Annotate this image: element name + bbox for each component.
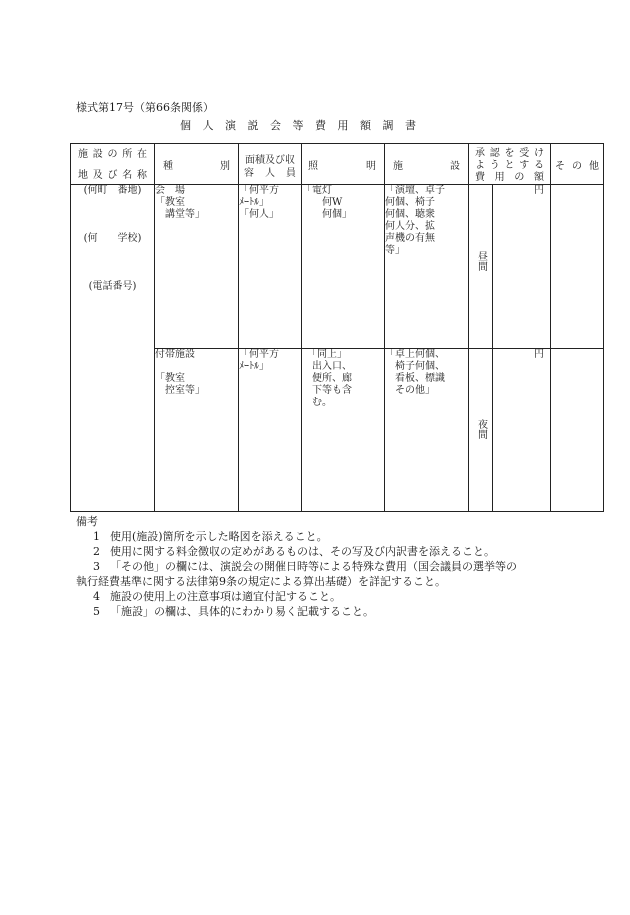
row2-other [551, 349, 604, 512]
cell-line [155, 361, 238, 373]
cell-line: 「何平方 [239, 185, 279, 196]
note-item [76, 589, 517, 604]
note-text: 施設の使用上の注意事項は適宜付記すること。 [110, 590, 341, 603]
note-item [76, 544, 517, 559]
cell-line: 下等も含 [302, 385, 352, 396]
note-text: 執行経費基準に関する法律第9条の規定による算出基礎）を詳記すること。 [76, 575, 446, 588]
header-location [71, 144, 155, 185]
cell-line: 出入口、 [302, 361, 352, 372]
note-item [76, 574, 517, 589]
header-char: そ [555, 161, 565, 172]
row2-lighting [302, 349, 385, 512]
header-char: 容 [244, 168, 254, 179]
cell-line: 付帯施設 [155, 349, 195, 360]
header-char: と [504, 160, 515, 171]
header-char: け [534, 148, 544, 159]
location-school: (何 学校) [83, 233, 142, 244]
header-char: う [489, 160, 500, 171]
header-char: 認 [489, 148, 500, 159]
header-char: の [572, 161, 582, 172]
row2-cost [493, 349, 551, 512]
cell-line: 「演壇、卓子 [385, 185, 445, 196]
row2-yen: 円 [534, 349, 544, 360]
header-char: 額 [533, 172, 544, 183]
expense-table [70, 143, 604, 512]
cell-line: 何W [302, 197, 343, 208]
row1-other [551, 185, 604, 349]
cell-line: 椅子何個、 [385, 361, 445, 372]
cell-line: 「教室 [155, 197, 185, 208]
cell-line: 「卓上何個、 [385, 349, 445, 360]
location-address: (何町 番地) [83, 185, 142, 196]
cell-line: 看板、標識 [385, 373, 445, 384]
header-area-line2 [244, 168, 296, 180]
header-char: の [107, 149, 118, 160]
cell-line: その他」 [385, 385, 435, 396]
cell-line: 「何人」 [239, 209, 279, 220]
header-char: 照 [308, 161, 318, 172]
header-char: 人 [265, 168, 275, 179]
cell-line: 「電灯 [302, 185, 332, 196]
header-char: の [514, 172, 525, 183]
notes-list [76, 529, 517, 619]
cell-line: 何個」 [302, 209, 352, 220]
header-char: 種 [163, 161, 173, 172]
header-char: 用 [494, 172, 505, 183]
header-char: す [519, 160, 530, 171]
header-char: 別 [220, 161, 230, 172]
row1-cost [493, 185, 551, 349]
table-row [71, 185, 604, 349]
row1-type [155, 185, 239, 349]
header-char: 在 [137, 149, 147, 160]
row1-facility [385, 185, 469, 349]
note-number: 5 [93, 605, 100, 618]
header-char: 他 [589, 161, 599, 172]
header-area-line1: 面積及び収 [245, 155, 295, 166]
notes-title: 備考 [76, 515, 98, 528]
header-char: 所 [122, 149, 133, 160]
cell-line: 何個、聴衆 [385, 209, 435, 220]
header-location-line2 [78, 170, 147, 182]
header-facility [385, 144, 469, 185]
row2-facility [385, 349, 469, 512]
header-char: 設 [92, 149, 103, 160]
header-char: 承 [475, 148, 485, 159]
cell-line: 「同上」 [302, 349, 347, 360]
header-lighting [302, 144, 385, 185]
note-text: 使用(施設)箇所を示した略図を添えること。 [110, 530, 328, 543]
header-location-line1 [78, 149, 147, 161]
row2-type [155, 349, 239, 512]
table-header-row [71, 144, 604, 185]
header-char: 費 [475, 172, 485, 183]
header-char: 明 [366, 161, 376, 172]
cell-line: ﾒｰﾄﾙ」 [239, 361, 269, 372]
cell-line: 何個、椅子 [385, 197, 435, 208]
header-type [155, 144, 239, 185]
document-title: 個人演説会等費用額調書 [180, 119, 428, 132]
header-area [239, 144, 302, 185]
header-char: 施 [78, 149, 88, 160]
header-char: び [107, 170, 118, 181]
row1-lighting [302, 185, 385, 349]
notes-section [76, 514, 517, 619]
header-char: 称 [137, 170, 147, 181]
cell-line: 「何平方 [239, 349, 279, 360]
header-char: 設 [450, 161, 460, 172]
row1-area [239, 185, 302, 349]
note-number: 2 [93, 545, 100, 558]
header-char: 地 [78, 170, 88, 181]
row1-yen: 円 [534, 185, 544, 196]
cell-line: 会 場 [155, 185, 185, 196]
header-char: を [504, 148, 515, 159]
header-other [551, 144, 604, 185]
location-phone: (電話番号) [88, 281, 137, 292]
note-item [76, 559, 517, 574]
header-char: 受 [519, 148, 530, 159]
row2-time: 夜間 [469, 349, 493, 512]
header-char: 員 [286, 168, 296, 179]
cell-line: 控室等」 [155, 385, 205, 396]
location-cell [71, 185, 155, 512]
cell-line: 等」 [385, 245, 405, 256]
note-number: 3 [93, 560, 100, 573]
cell-line: 「教室 [155, 373, 185, 384]
note-item [76, 529, 517, 544]
note-text: 使用に関する料金徴収の定めがあるものは、その写及び内訳書を添えること。 [110, 545, 495, 558]
header-char: 施 [393, 161, 403, 172]
note-number: 4 [93, 590, 100, 603]
row1-time: 昼間 [469, 185, 493, 349]
header-char: よ [475, 160, 485, 171]
header-char: る [534, 160, 544, 171]
cell-line: 声機の有無 [385, 233, 435, 244]
row2-area [239, 349, 302, 512]
cell-line: む。 [302, 397, 332, 408]
note-number: 1 [93, 530, 100, 543]
header-cost [469, 144, 551, 185]
cell-line: ﾒｰﾄﾙ」 [239, 197, 269, 208]
cell-line: 何人分、拡 [385, 221, 435, 232]
header-char: 名 [122, 170, 133, 181]
cell-line: 講堂等」 [155, 209, 205, 220]
note-item [76, 604, 517, 619]
note-text: 「施設」の欄は、具体的にわかり易く記載すること。 [110, 605, 374, 618]
header-char: 及 [92, 170, 103, 181]
note-text: 「その他」の欄には、演説会の開催日時等による特殊な費用（国会議員の選挙等の [110, 560, 517, 573]
cell-line: 便所、廊 [302, 373, 352, 384]
form-number: 様式第17号（第66条関係） [76, 101, 214, 114]
